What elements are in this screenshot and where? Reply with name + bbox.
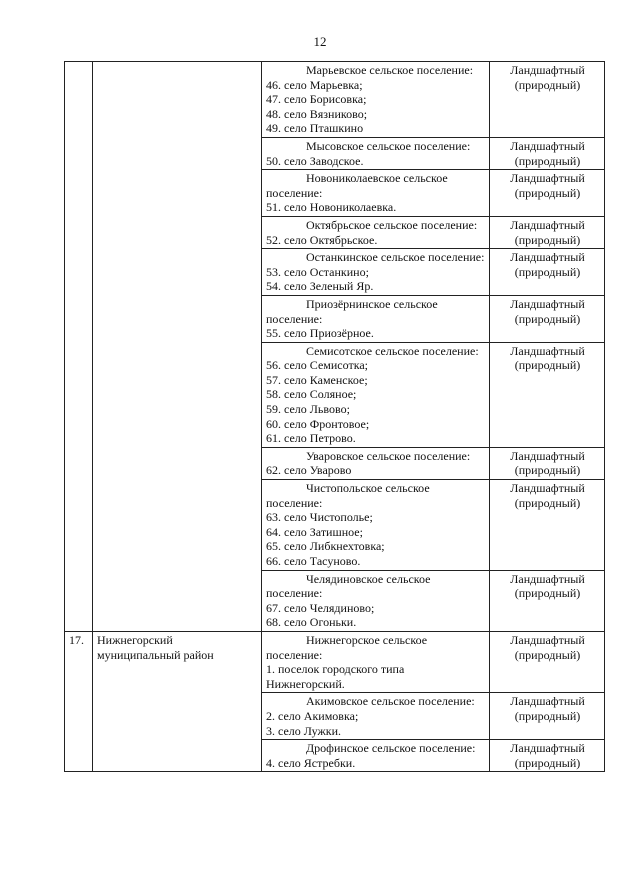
- village-item: 1. поселок городского типа Нижнегорский.: [266, 662, 405, 691]
- table-row: [65, 631, 605, 692]
- settlement-title: Марьевское сельское поселение:: [306, 63, 474, 77]
- village-item: 53. село Останкино;: [266, 264, 369, 279]
- landscape-type: Ландшафтный (природный): [490, 170, 605, 217]
- settlement-title: Нижнегорское сельское поселение:: [266, 632, 428, 662]
- district-name: [93, 62, 262, 632]
- settlement-title: Челядиновское сельское поселение:: [266, 571, 431, 601]
- village-item: 55. село Приозёрное.: [266, 326, 374, 341]
- row-number: [65, 62, 93, 632]
- settlement-cell: [262, 570, 490, 631]
- village-item: 48. село Вязниково;: [266, 106, 368, 121]
- settlement-cell: [262, 740, 490, 772]
- landscape-type: Ландшафтный (природный): [490, 693, 605, 740]
- settlement-title: Чистопольское сельское поселение:: [266, 481, 430, 510]
- settlement-cell: [262, 631, 490, 692]
- landscape-type: Ландшафтный (природный): [490, 447, 605, 479]
- settlement-cell: [262, 480, 490, 571]
- settlement-title: Уваровское сельское поселение:: [306, 448, 471, 463]
- village-item: 61. село Петрово.: [266, 431, 356, 446]
- landscape-type: Ландшафтный (природный): [490, 480, 605, 571]
- landscape-type: Ландшафтный (природный): [490, 295, 605, 342]
- landscape-type: Ландшафтный (природный): [490, 249, 605, 296]
- village-item: 54. село Зеленый Яр.: [266, 279, 374, 294]
- village-item: 65. село Либкнехтовка;: [266, 539, 385, 554]
- settlement-title: Дрофинское сельское поселение:: [306, 741, 476, 756]
- village-item: 51. село Новониколаевка.: [266, 200, 397, 215]
- landscape-type: Ландшафтный (природный): [490, 342, 605, 447]
- village-item: 66. село Тасуново.: [266, 554, 361, 568]
- settlement-cell: [262, 62, 490, 138]
- village-item: 64. село Затишное;: [266, 524, 363, 539]
- settlement-title: Семисотское сельское поселение:: [306, 343, 479, 358]
- village-item: 58. село Соляное;: [266, 387, 357, 402]
- settlement-title: Приозёрнинское сельское поселение:: [266, 296, 438, 326]
- settlement-cell: [262, 137, 490, 169]
- settlement-cell: [262, 693, 490, 740]
- village-item: 57. село Каменское;: [266, 372, 368, 387]
- page-number: 12: [313, 34, 327, 49]
- village-item: 50. село Заводское.: [266, 153, 364, 168]
- village-item: 56. село Семисотка;: [266, 358, 368, 373]
- settlement-cell: [262, 447, 490, 479]
- settlement-cell: [262, 295, 490, 342]
- village-item: 47. село Борисовка;: [266, 92, 367, 107]
- village-item: 63. село Чистополье;: [266, 510, 373, 525]
- village-item: 68. село Огоньки.: [266, 615, 357, 630]
- village-item: 3. село Лужки.: [266, 723, 342, 738]
- village-item: 4. село Ястребки.: [266, 755, 356, 770]
- landscape-type: Ландшафтный (природный): [490, 570, 605, 631]
- landscape-type: Ландшафтный (природный): [490, 62, 605, 138]
- table-row: [65, 62, 605, 138]
- village-item: 2. село Акимовка;: [266, 708, 359, 723]
- row-number: 17.: [65, 631, 93, 771]
- settlement-title: Акимовское сельское поселение:: [306, 694, 475, 709]
- settlement-cell: [262, 249, 490, 296]
- village-item: 67. село Челядиново;: [266, 600, 375, 615]
- landscape-type: Ландшафтный (природный): [490, 137, 605, 169]
- settlement-title: Новониколаевское сельское поселение:: [266, 171, 448, 200]
- village-item: 59. село Львово;: [266, 402, 350, 417]
- settlement-cell: [262, 170, 490, 217]
- village-item: 46. село Марьевка;: [266, 77, 363, 92]
- landscape-type: Ландшафтный (природный): [490, 740, 605, 772]
- settlement-title: Останкинское сельское поселение:: [306, 250, 485, 265]
- settlements-table: [64, 61, 605, 772]
- settlement-title: Мысовское сельское поселение:: [306, 138, 471, 153]
- village-item: 62. село Уварово: [266, 463, 352, 478]
- landscape-type: Ландшафтный (природный): [490, 631, 605, 692]
- settlement-cell: [262, 216, 490, 248]
- village-item: 60. село Фронтовое;: [266, 416, 370, 431]
- settlement-cell: [262, 342, 490, 447]
- settlement-title: Октябрьское сельское поселение:: [306, 217, 478, 232]
- district-name: Нижнегорский муниципальный район: [93, 631, 262, 771]
- village-item: 49. село Пташкино: [266, 121, 364, 136]
- village-item: 52. село Октябрьское.: [266, 232, 378, 247]
- landscape-type: Ландшафтный (природный): [490, 216, 605, 248]
